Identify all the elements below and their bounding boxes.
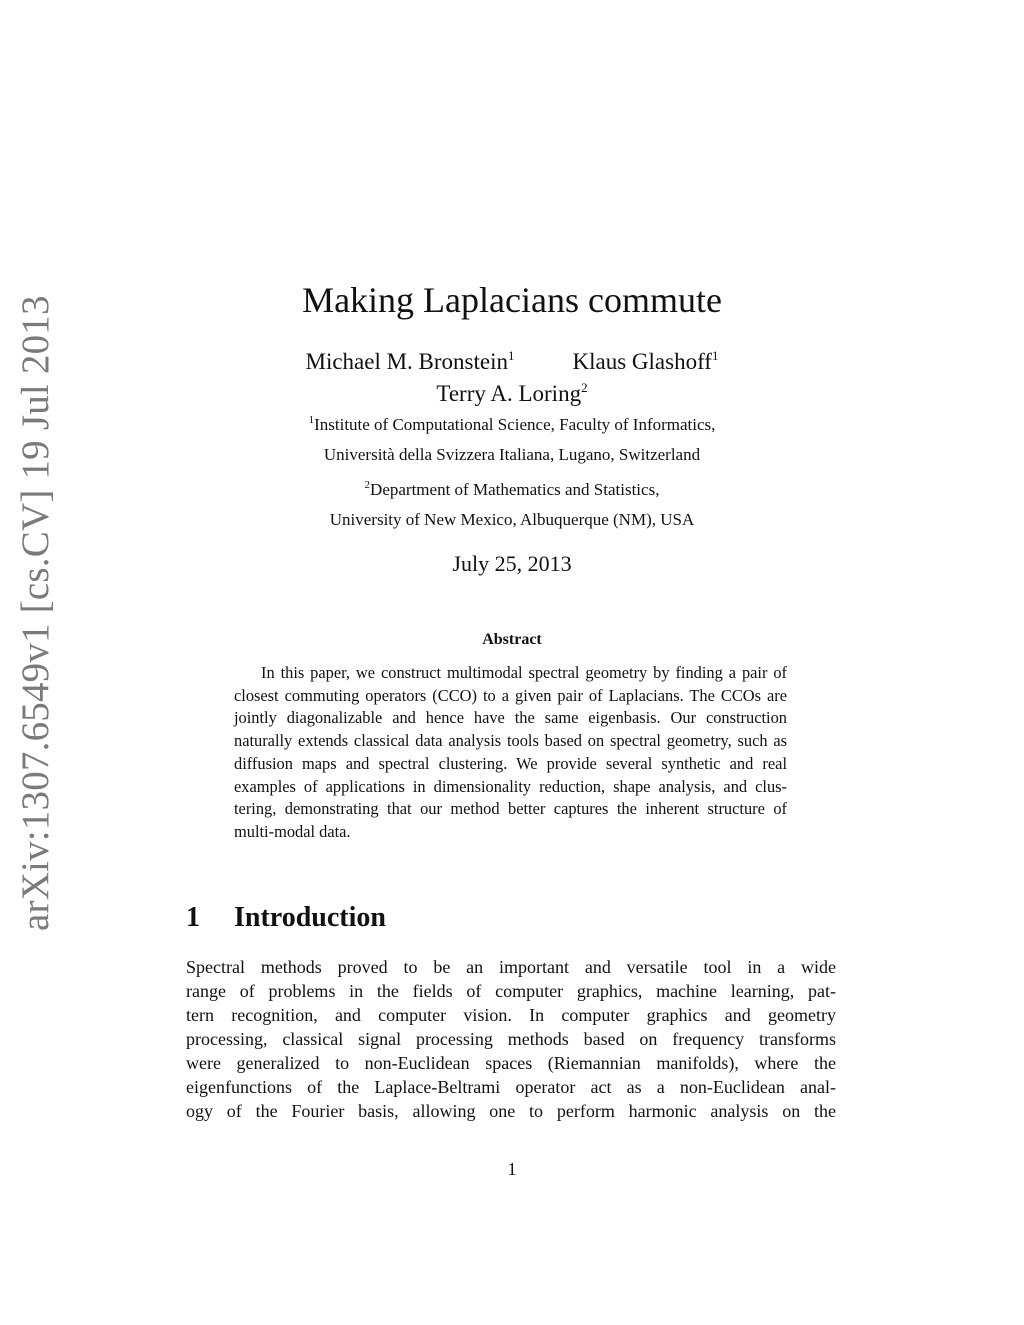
author-list-row-2 xyxy=(0,378,1024,410)
publication-date: July 25, 2013 xyxy=(452,551,572,576)
paragraph-line: ogy of the Fourier basis, allowing one to perform harmonic analysis on the xyxy=(186,1101,836,1121)
paragraph-line: range of problems in the fields of computer graphics, machine learning, pat- xyxy=(186,981,836,1001)
section-heading xyxy=(186,900,386,936)
author-list-row-1 xyxy=(0,346,1024,378)
affiliation-marker: 2 xyxy=(581,380,588,395)
abstract-heading: Abstract xyxy=(482,631,542,648)
affiliation-marker: 1 xyxy=(308,414,315,426)
paper-title: Making Laplacians commute xyxy=(302,280,722,320)
page-number: 1 xyxy=(507,1159,517,1179)
affiliation-marker: 1 xyxy=(508,348,515,363)
author-name: Michael M. Bronstein$^1$ xyxy=(305,348,515,374)
affiliation-marker: 1 xyxy=(711,348,719,363)
abstract-text: In this paper, we construct multimodal spectral geometry by finding a pair of closest commuting operators (CCO) to a given pair of Laplacians. The CCOs are jointly diagonalizable and hence have the same eigenbasis. Our construction naturally extends classical data analysis tools based on spectral geometry, such as diffusion maps and spectral clustering. We provide several synthetic and real examples of applications in dimensionality reduction, shape analysis, and clustering, demonstrating that our method better captures the inherent structure of multi-modal data. xyxy=(234,663,787,841)
author-name: Klaus Glashoff$^1$ xyxy=(572,348,719,374)
affiliation-marker: 2 xyxy=(364,479,371,491)
affiliation-1-line-1: $^1$Institute of Computational Science, Faculty of Informatics, xyxy=(308,414,716,434)
affiliation-2-line-1: $^2$Department of Mathematics and Statistics, xyxy=(364,479,660,499)
section-title: Introduction xyxy=(234,902,386,933)
section-number: 1 xyxy=(186,902,200,933)
paragraph-line: processing, classical signal processing methods based on frequency transforms xyxy=(186,1029,836,1049)
paragraph-line: Spectral methods proved to be an important and versatile tool in a wide xyxy=(186,957,836,977)
affiliation-2-line-2: University of New Mexico, Albuquerque (NM), USA xyxy=(329,510,695,529)
author-name: Terry A. Loring$^2$ xyxy=(436,380,588,406)
affiliation-1-line-2: Università della Svizzera Italiana, Lugano, Switzerland xyxy=(323,445,701,464)
arxiv-identifier-stamp: arXiv:1307.6549v1 [cs.CV] 19 Jul 2013 xyxy=(14,295,57,931)
paragraph-line: were generalized to non-Euclidean spaces (Riemannian manifolds), where the xyxy=(186,1053,836,1073)
paragraph-line: eigenfunctions of the Laplace-Beltrami operator act as a non-Euclidean anal- xyxy=(186,1077,836,1097)
introduction-text xyxy=(186,955,836,1123)
paragraph-line: tern recognition, and computer vision. In computer graphics and geometry xyxy=(186,1005,836,1025)
